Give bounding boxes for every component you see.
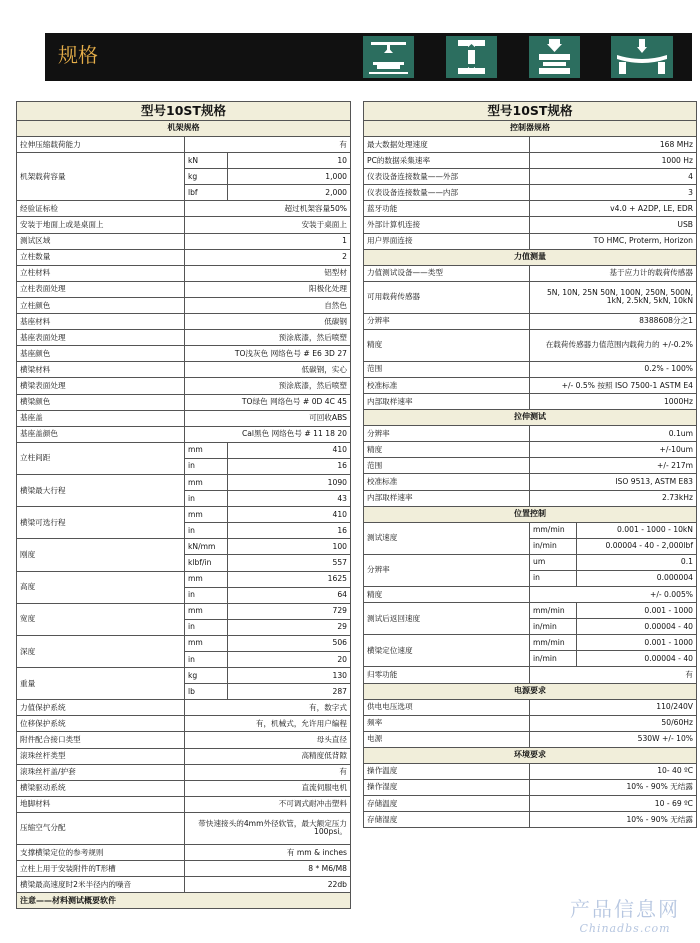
spec-row <box>17 201 351 217</box>
spec-label: 滚珠丝杆盖/护套 <box>17 764 185 780</box>
spec-unit: in <box>185 652 228 668</box>
spec-unit: in/min <box>530 619 577 635</box>
page-title: 规格 <box>58 43 98 67</box>
spec-value: 10% - 90% 无结露 <box>530 779 697 795</box>
spec-label: 横梁可选行程 <box>17 507 185 539</box>
spec-value: 0.1um <box>530 426 697 442</box>
spec-unit: um <box>530 554 577 570</box>
spec-value: 2.73kHz <box>530 490 697 506</box>
spec-row <box>17 394 351 410</box>
spec-label: 范围 <box>364 361 530 377</box>
spec-value: 29 <box>228 619 351 635</box>
spec-value: Cal黑色 网络色号 # 11 18 20 <box>185 426 351 442</box>
spec-row <box>364 812 697 828</box>
spec-label: 存储湿度 <box>364 812 530 828</box>
spec-row <box>17 346 351 362</box>
spec-row <box>364 361 697 377</box>
table-title: 型号10ST规格 <box>17 102 351 121</box>
spec-row <box>17 844 351 860</box>
spec-value: 高精度低背隙 <box>185 748 351 764</box>
spec-row <box>17 137 351 153</box>
spec-value: 4 <box>530 169 697 185</box>
spec-value: 带快速接头的4mm外径软管，最大额定压力100psi。 <box>185 812 351 844</box>
spec-value: +/- 0.005% <box>530 586 697 602</box>
spec-value: 基于应力计的载荷传感器 <box>530 265 697 281</box>
spec-value: v4.0 + A2DP, LE, EDR <box>530 201 697 217</box>
spec-row <box>364 329 697 361</box>
spec-multi-row <box>17 474 351 490</box>
spec-value: 22db <box>185 877 351 893</box>
spec-label: 横梁驱动系统 <box>17 780 185 796</box>
spec-value: 50/60Hz <box>530 715 697 731</box>
spec-unit: in <box>185 523 228 539</box>
spec-unit: mm/min <box>530 522 577 538</box>
table-title-row <box>17 102 351 121</box>
spec-label: 分辨率 <box>364 313 530 329</box>
press-test-icon <box>529 36 580 78</box>
section-header-row <box>364 747 697 763</box>
spec-label: 范围 <box>364 458 530 474</box>
spec-row <box>364 265 697 281</box>
spec-value: 0.000004 <box>577 570 697 586</box>
spec-row <box>364 731 697 747</box>
spec-label: 精度 <box>364 329 530 361</box>
spec-row <box>364 153 697 169</box>
spec-label: 力值测试设备——类型 <box>364 265 530 281</box>
spec-value: 3 <box>530 185 697 201</box>
spec-multi-row <box>17 603 351 619</box>
spec-unit: kN/mm <box>185 539 228 555</box>
spec-unit: mm <box>185 474 228 490</box>
spec-unit: mm/min <box>530 603 577 619</box>
spec-label: 立柱间距 <box>17 442 185 474</box>
tension-test-icon <box>363 36 414 78</box>
spec-multi-row <box>17 571 351 587</box>
spec-label: 立柱上用于安装附件的T形槽 <box>17 861 185 877</box>
spec-value: 直流伺服电机 <box>185 780 351 796</box>
spec-value: 8388608分之1 <box>530 313 697 329</box>
spec-value: 100 <box>228 539 351 555</box>
spec-label: 经验证标检 <box>17 201 185 217</box>
spec-row <box>17 877 351 893</box>
spec-value: 有 mm & inches <box>185 844 351 860</box>
spec-value: 0.00004 - 40 <box>577 619 697 635</box>
spec-multi-row <box>17 668 351 684</box>
spec-row <box>364 699 697 715</box>
spec-label: 压缩空气分配 <box>17 812 185 844</box>
spec-label: 电源 <box>364 731 530 747</box>
spec-label: 滚珠丝杆类型 <box>17 748 185 764</box>
spec-label: 精度 <box>364 586 530 602</box>
spec-row <box>17 426 351 442</box>
spec-unit: in <box>530 570 577 586</box>
spec-value: 1000 Hz <box>530 153 697 169</box>
spec-value: 低碳钢，实心 <box>185 362 351 378</box>
spec-value: 287 <box>228 684 351 700</box>
spec-value: 安装于桌面上 <box>185 217 351 233</box>
section-header: 控制器规格 <box>364 121 697 137</box>
spec-label: 外部计算机连接 <box>364 217 530 233</box>
spec-multi-row <box>364 635 697 651</box>
spec-label: 立柱材料 <box>17 265 185 281</box>
spec-label: 横梁材料 <box>17 362 185 378</box>
spec-value: 超过机架容量50% <box>185 201 351 217</box>
spec-value: TO HMC, Proterm, Horizon <box>530 233 697 249</box>
spec-unit: lbf <box>185 185 228 201</box>
spec-unit: kN <box>185 153 228 169</box>
spec-row <box>364 667 697 683</box>
spec-label: 内部取样速率 <box>364 394 530 410</box>
spec-row <box>364 377 697 393</box>
section-header: 力值测量 <box>364 249 697 265</box>
spec-label: 拉伸压缩载荷能力 <box>17 137 185 153</box>
spec-unit: in <box>185 491 228 507</box>
spec-row <box>364 281 697 313</box>
spec-row <box>364 474 697 490</box>
spec-unit: mm/min <box>530 635 577 651</box>
spec-value: 0.001 - 1000 <box>577 635 697 651</box>
spec-value: 110/240V <box>530 699 697 715</box>
spec-label: 横梁定位速度 <box>364 635 530 667</box>
spec-row <box>364 201 697 217</box>
spec-row <box>17 330 351 346</box>
spec-value: 530W +/- 10% <box>530 731 697 747</box>
spec-value: 0.2% - 100% <box>530 361 697 377</box>
spec-label: 测试速度 <box>364 522 530 554</box>
spec-row <box>364 586 697 602</box>
spec-row <box>17 748 351 764</box>
spec-row <box>364 185 697 201</box>
spec-label: 支撑横梁定位的参考规则 <box>17 844 185 860</box>
spec-multi-row <box>364 522 697 538</box>
spec-value: 16 <box>228 458 351 474</box>
spec-label: 分辨率 <box>364 554 530 586</box>
spec-multi-row <box>364 603 697 619</box>
spec-label: 横梁表面处理 <box>17 378 185 394</box>
spec-label: 深度 <box>17 635 185 667</box>
spec-label: 分辨率 <box>364 426 530 442</box>
spec-row <box>364 394 697 410</box>
bend-test-icon <box>611 36 673 78</box>
spec-value: 有，机械式，允许用户编程 <box>185 716 351 732</box>
spec-row <box>17 410 351 426</box>
spec-value: 有 <box>530 667 697 683</box>
spec-value: 有，数字式 <box>185 700 351 716</box>
spec-label: 高度 <box>17 571 185 603</box>
spec-label: 内部取样速率 <box>364 490 530 506</box>
spec-unit: mm <box>185 442 228 458</box>
spec-value: 10% - 90% 无结露 <box>530 812 697 828</box>
spec-value: 0.00004 - 40 <box>577 651 697 667</box>
spec-row <box>17 281 351 297</box>
spec-unit: mm <box>185 635 228 651</box>
spec-unit: mm <box>185 507 228 523</box>
section-header-row <box>17 893 351 909</box>
spec-label: 频率 <box>364 715 530 731</box>
spec-value: 预涂底漆，然后喷塑 <box>185 330 351 346</box>
spec-label: 力值保护系统 <box>17 700 185 716</box>
spec-multi-row <box>17 539 351 555</box>
spec-value: 有 <box>185 137 351 153</box>
spec-unit: kg <box>185 668 228 684</box>
spec-row <box>364 313 697 329</box>
spec-row <box>17 233 351 249</box>
spec-row <box>17 796 351 812</box>
spec-label: 刚度 <box>17 539 185 571</box>
spec-row <box>17 249 351 265</box>
spec-unit: in/min <box>530 538 577 554</box>
spec-row <box>364 458 697 474</box>
spec-value: 低碳钢 <box>185 314 351 330</box>
spec-unit: klbf/in <box>185 555 228 571</box>
section-header-row <box>364 410 697 426</box>
spec-row <box>17 732 351 748</box>
spec-value: 130 <box>228 668 351 684</box>
compression-test-icon <box>446 36 497 78</box>
spec-unit: kg <box>185 169 228 185</box>
spec-row <box>17 764 351 780</box>
spec-value: 410 <box>228 507 351 523</box>
spec-multi-row <box>17 442 351 458</box>
spec-label: 供电电压选项 <box>364 699 530 715</box>
spec-value: 1 <box>185 233 351 249</box>
spec-value: 2 <box>185 249 351 265</box>
spec-label: 校准标准 <box>364 377 530 393</box>
spec-value: 有 <box>185 764 351 780</box>
spec-row <box>17 716 351 732</box>
header-bar <box>45 33 692 81</box>
spec-value: 16 <box>228 523 351 539</box>
spec-value: 母头直径 <box>185 732 351 748</box>
spec-unit: in <box>185 619 228 635</box>
spec-value: 预涂底漆，然后喷塑 <box>185 378 351 394</box>
spec-label: 最大数据处理速度 <box>364 137 530 153</box>
section-header: 拉伸测试 <box>364 410 697 426</box>
spec-value: 不可调式耐冲击塑料 <box>185 796 351 812</box>
spec-row <box>17 700 351 716</box>
spec-label: 测试后返回速度 <box>364 603 530 635</box>
spec-value: 8 * M6/M8 <box>185 861 351 877</box>
spec-label: 归零功能 <box>364 667 530 683</box>
spec-value: 2,000 <box>228 185 351 201</box>
watermark <box>555 893 695 935</box>
spec-value: 410 <box>228 442 351 458</box>
spec-label: 机架载荷容量 <box>17 153 185 201</box>
spec-value: 729 <box>228 603 351 619</box>
spec-label: 横梁最大行程 <box>17 474 185 506</box>
spec-multi-row <box>364 554 697 570</box>
section-header-row <box>364 683 697 699</box>
spec-row <box>17 314 351 330</box>
left-spec-table <box>16 101 351 909</box>
spec-label: 校准标准 <box>364 474 530 490</box>
spec-row <box>17 861 351 877</box>
spec-multi-row <box>17 153 351 169</box>
spec-row <box>364 426 697 442</box>
spec-unit: mm <box>185 571 228 587</box>
spec-unit: mm <box>185 603 228 619</box>
spec-multi-row <box>17 507 351 523</box>
spec-label: 立柱数量 <box>17 249 185 265</box>
spec-row <box>364 217 697 233</box>
spec-label: 可用载荷传感器 <box>364 281 530 313</box>
spec-label: 横梁最高速度时2米半径内的噪音 <box>17 877 185 893</box>
spec-row <box>364 137 697 153</box>
spec-label: 附件配合接口类型 <box>17 732 185 748</box>
spec-value: +/-10um <box>530 442 697 458</box>
section-header: 环境要求 <box>364 747 697 763</box>
section-header-row <box>364 121 697 137</box>
spec-row <box>17 297 351 313</box>
spec-label: 安装于地面上或是桌面上 <box>17 217 185 233</box>
spec-value: +/- 0.5% 按照 ISO 7500-1 ASTM E4 <box>530 377 697 393</box>
spec-value: USB <box>530 217 697 233</box>
spec-value: +/- 217m <box>530 458 697 474</box>
watermark-line2: Chinadbs.com <box>579 922 671 935</box>
spec-label: 基座颜色 <box>17 346 185 362</box>
spec-row <box>17 265 351 281</box>
spec-row <box>364 796 697 812</box>
spec-label: 用户界面连接 <box>364 233 530 249</box>
spec-label: 蓝牙功能 <box>364 201 530 217</box>
watermark-line1: 产品信息网 <box>570 897 680 921</box>
spec-value: TO绿色 网络色号 # 0D 4C 45 <box>185 394 351 410</box>
spec-value: 0.00004 - 40 - 2,000lbf <box>577 538 697 554</box>
spec-value: 自然色 <box>185 297 351 313</box>
section-header-row <box>17 121 351 137</box>
spec-value: 5N, 10N, 25N 50N, 100N, 250N, 500N, 1kN, 2.5kN, 5kN, 10kN <box>530 281 697 313</box>
spec-label: 基座材料 <box>17 314 185 330</box>
spec-value: 64 <box>228 587 351 603</box>
spec-label: 立柱表面处理 <box>17 281 185 297</box>
table-title-row <box>364 102 697 121</box>
spec-value: TO浅灰色 网络色号 # E6 3D 27 <box>185 346 351 362</box>
spec-label: 基座表面处理 <box>17 330 185 346</box>
spec-label: 立柱颜色 <box>17 297 185 313</box>
spec-value: ISO 9513, ASTM E83 <box>530 474 697 490</box>
spec-value: 0.001 - 1000 - 10kN <box>577 522 697 538</box>
right-spec-table <box>363 101 697 828</box>
spec-value: 10- 40 ºC <box>530 763 697 779</box>
spec-label: 重量 <box>17 668 185 700</box>
spec-unit: lb <box>185 684 228 700</box>
spec-value: 506 <box>228 635 351 651</box>
spec-label: 精度 <box>364 442 530 458</box>
spec-value: 20 <box>228 652 351 668</box>
spec-row <box>17 362 351 378</box>
spec-row <box>364 779 697 795</box>
spec-value: 10 <box>228 153 351 169</box>
section-header-row <box>364 249 697 265</box>
spec-label: 仪表设备连接数量——外部 <box>364 169 530 185</box>
spec-row <box>364 763 697 779</box>
spec-label: 位移保护系统 <box>17 716 185 732</box>
spec-label: PC的数据采集速率 <box>364 153 530 169</box>
spec-row <box>364 715 697 731</box>
spec-label: 地脚材料 <box>17 796 185 812</box>
spec-value: 43 <box>228 491 351 507</box>
spec-label: 存储温度 <box>364 796 530 812</box>
spec-value: 168 MHz <box>530 137 697 153</box>
spec-label: 测试区域 <box>17 233 185 249</box>
spec-value: 1000Hz <box>530 394 697 410</box>
spec-row <box>17 812 351 844</box>
spec-multi-row <box>17 635 351 651</box>
spec-value: 0.1 <box>577 554 697 570</box>
spec-label: 操作温度 <box>364 763 530 779</box>
spec-value: 557 <box>228 555 351 571</box>
section-header: 位置控制 <box>364 506 697 522</box>
spec-row <box>364 442 697 458</box>
spec-row <box>17 217 351 233</box>
spec-row <box>17 780 351 796</box>
spec-value: 可回收ABS <box>185 410 351 426</box>
spec-row <box>17 378 351 394</box>
spec-row <box>364 233 697 249</box>
spec-label: 基座盖 <box>17 410 185 426</box>
spec-row <box>364 490 697 506</box>
spec-value: 0.001 - 1000 <box>577 603 697 619</box>
spec-label: 仪表设备连接数量——内部 <box>364 185 530 201</box>
table-title: 型号10ST规格 <box>364 102 697 121</box>
spec-label: 基座盖颜色 <box>17 426 185 442</box>
spec-value: 1,000 <box>228 169 351 185</box>
spec-label: 宽度 <box>17 603 185 635</box>
spec-value: 1625 <box>228 571 351 587</box>
spec-value: 阳极化处理 <box>185 281 351 297</box>
spec-value: 铝型材 <box>185 265 351 281</box>
section-header: 电源要求 <box>364 683 697 699</box>
section-header: 机架规格 <box>17 121 351 137</box>
spec-value: 在载荷传感器力值范围内载荷力的 +/-0.2% <box>530 329 697 361</box>
section-header-row <box>364 506 697 522</box>
spec-value: 1090 <box>228 474 351 490</box>
spec-unit: in <box>185 587 228 603</box>
spec-unit: in/min <box>530 651 577 667</box>
spec-row <box>364 169 697 185</box>
spec-value: 10 - 69 ºC <box>530 796 697 812</box>
spec-label: 操作湿度 <box>364 779 530 795</box>
section-header: 注意——材料测试概要软件 <box>17 893 351 909</box>
spec-unit: in <box>185 458 228 474</box>
spec-label: 横梁颜色 <box>17 394 185 410</box>
